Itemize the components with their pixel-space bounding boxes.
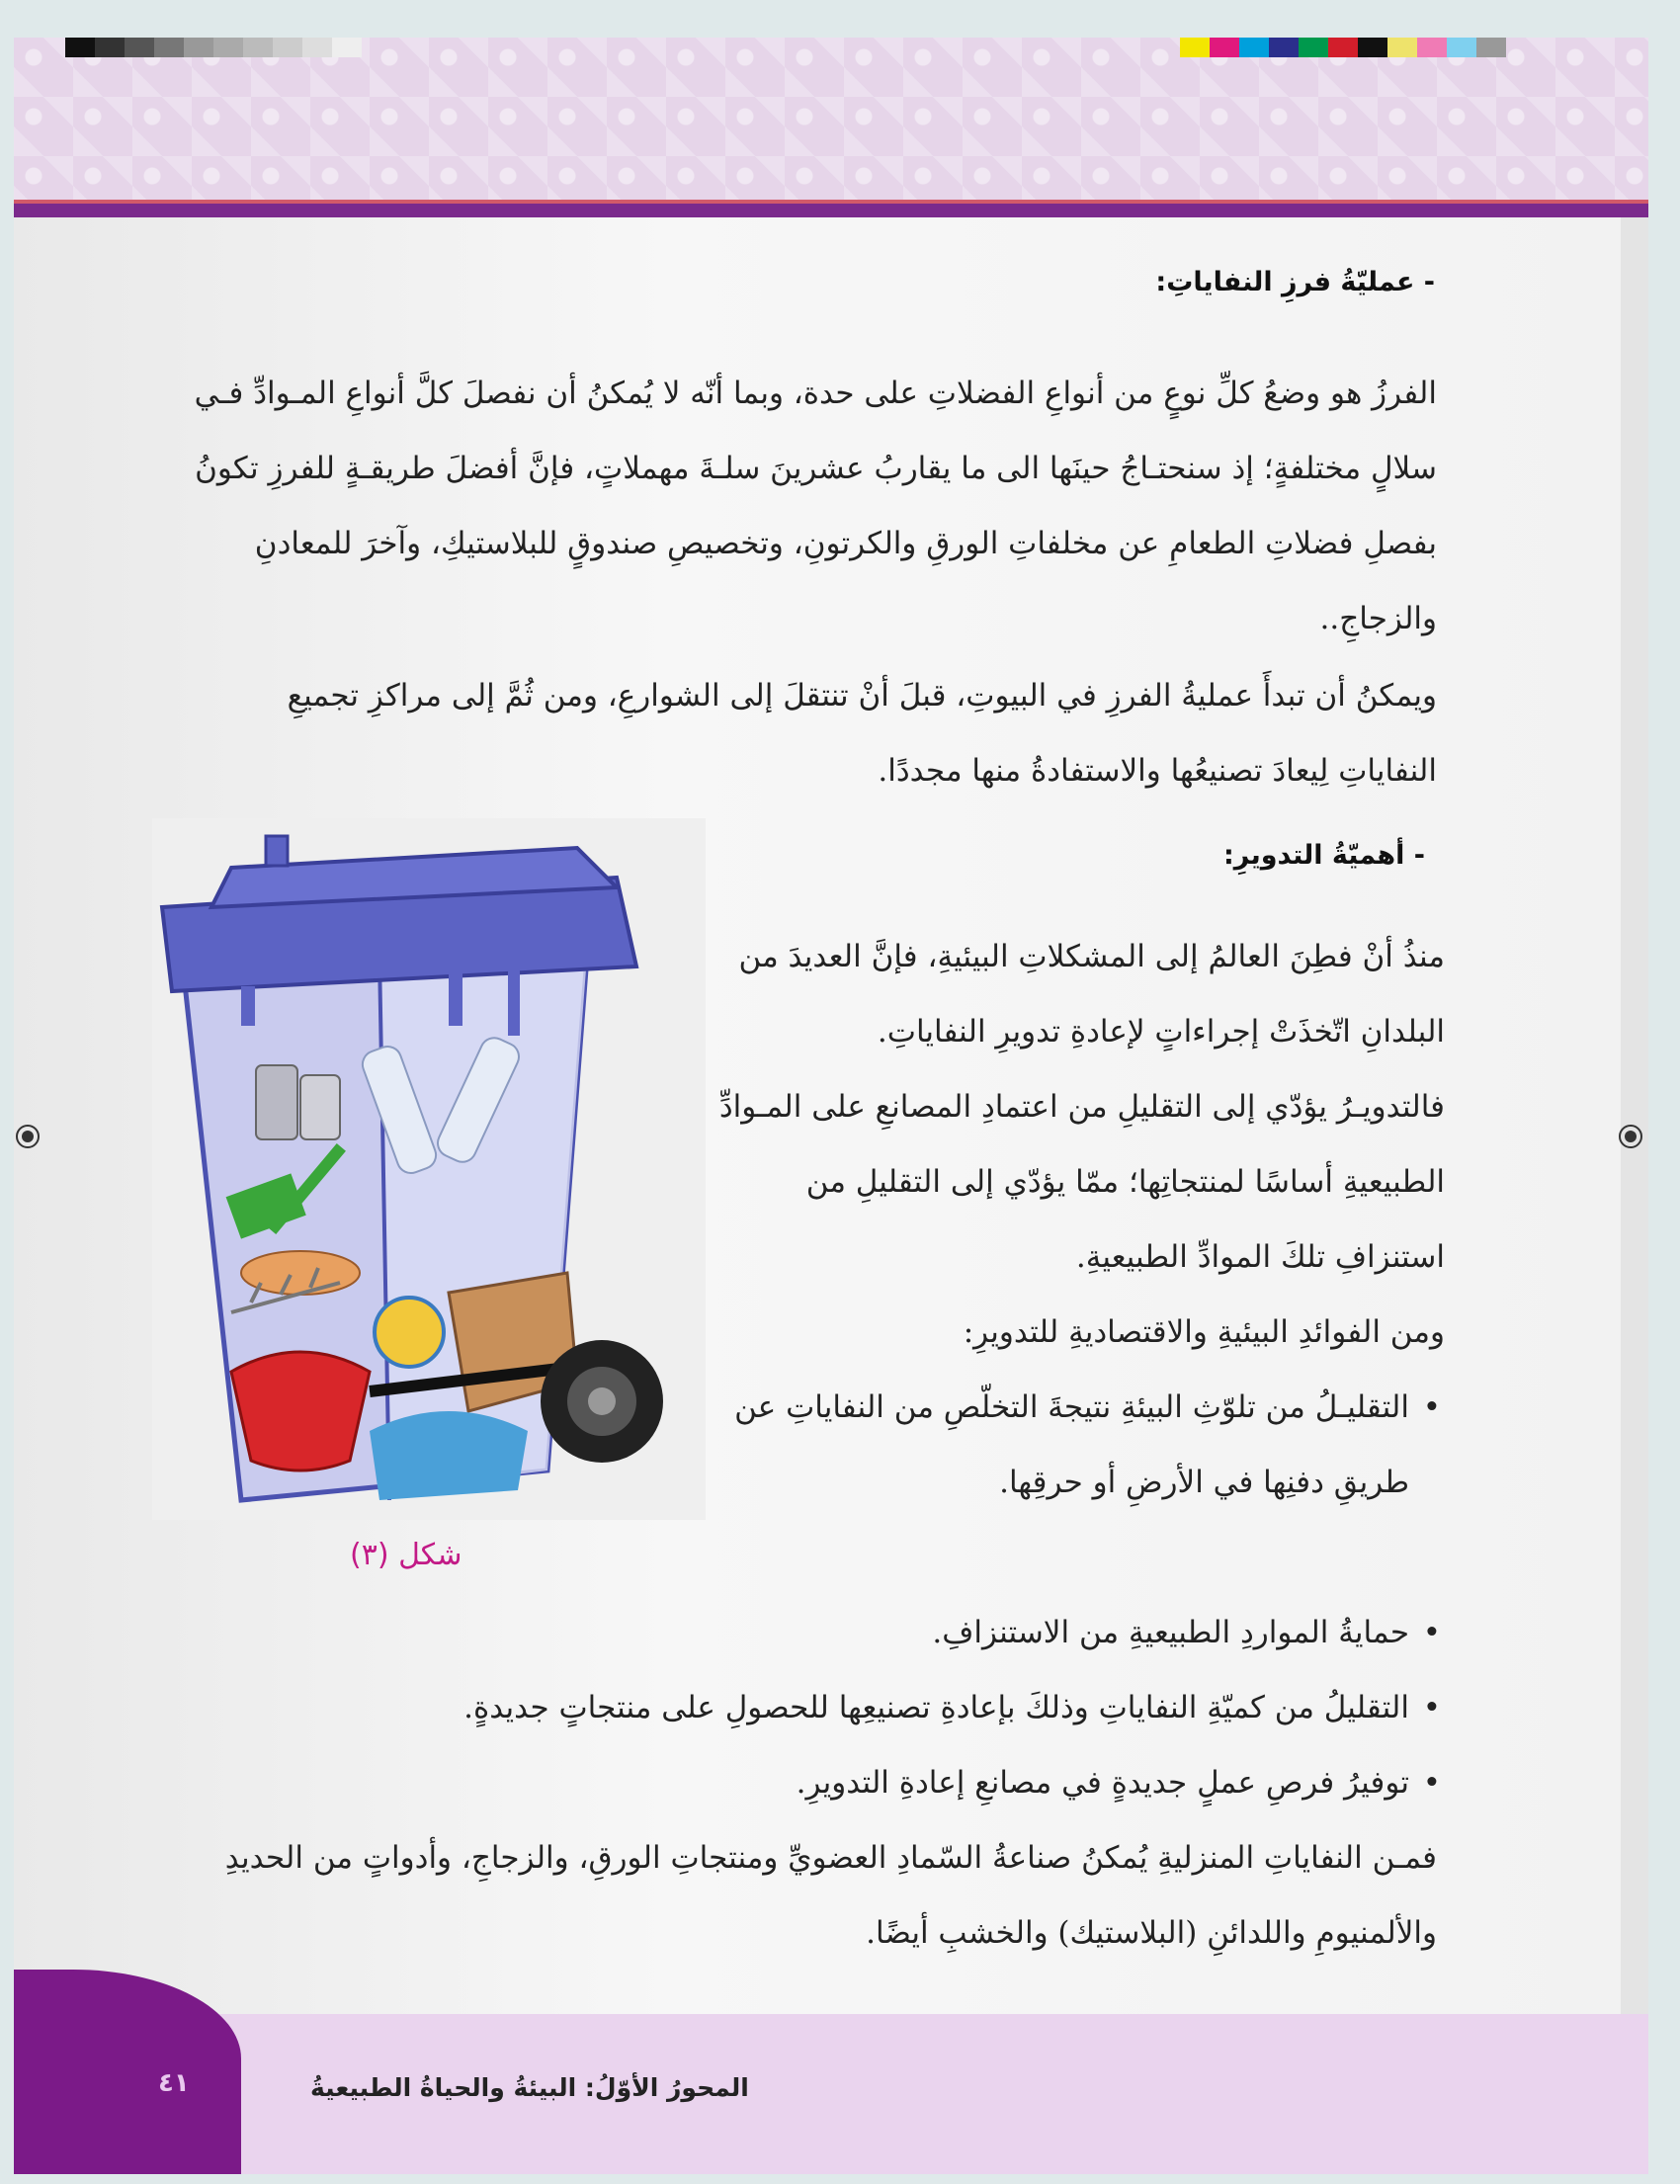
benefit-item: • التقليـلُ من تلوّثِ البيئةِ نتيجةَ التخلّصِ من النفاياتِ عن طريقِ دفنِها في الأرضِ أو حرقِها.	[706, 1370, 1445, 1520]
page-footer-band	[14, 2014, 1648, 2174]
chapter-title: المحورُ الأوّلُ: البيئةُ والحياةُ الطبيعيةُ	[310, 2073, 749, 2102]
recycling-bin-illustration-icon	[152, 818, 706, 1520]
grayscale-calibration-bar	[65, 38, 362, 57]
page-number: ٤١	[158, 2068, 190, 2098]
textbook-page	[14, 38, 1648, 2174]
registration-mark-icon	[1619, 1125, 1642, 1148]
figure-caption: شكل (٣)	[350, 1538, 462, 1572]
color-calibration-bar	[1180, 38, 1506, 57]
benefit-item: • حمايةُ المواردِ الطبيعيةِ من الاستنزافِ.	[310, 1595, 1445, 1670]
benefits-list-bottom	[310, 1595, 1445, 1820]
benefit-item: • التقليلُ من كميّةِ النفاياتِ وذلكَ بإعادةِ تصنيعِها للحصولِ على منتجاتٍ جديدةٍ.	[310, 1670, 1445, 1745]
sorting-paragraph-1: الفرزُ هو وضعُ كلِّ نوعٍ من أنواعِ الفضلاتِ على حدة، وبما أنّه لا يُمكنُ أن نفصلَ كلَّ أنواعِ المـوادِّ فـي سلالٍ مختلفةٍ؛ إذ سنحتـاجُ حينَها الى ما يقاربُ عشرينَ سلـةَ مهملاتٍ، فإنَّ أفضلَ طريقـةٍ للفرزِ تكونُ بفصلِ فضلاتِ الطعامِ عن مخلفاتِ الورقِ والكرتونِ، وتخصيصِ صندوقٍ للبلاستيكِ، وآخرَ للمعادنِ والزجاجِ..	[194, 376, 1437, 636]
benefit-item: • توفيرُ فرصِ عملٍ جديدةٍ في مصانعِ إعادةِ التدويرِ.	[310, 1745, 1445, 1820]
sorting-paragraph-2: ويمكنُ أن تبدأَ عمليةُ الفرزِ في البيوتِ، قبلَ أنْ تنتقلَ إلى الشوارعِ، ومن ثُمَّ إلى مراكزِ تجميعِ النفاياتِ لِيعادَ تصنيعُها والاستفادةُ منها مجددًا.	[287, 678, 1437, 789]
recycling-bin-figure	[152, 818, 706, 1520]
section-heading-sorting: - عمليّةُ فرزِ النفاياتِ:	[1155, 267, 1435, 297]
recycling-paragraph-2: فالتدويـرُ يؤدّي إلى التقليلِ من اعتمادِ المصانعِ على المـوادِّ الطبيعيةِ أساسًا لمنتجاتِها؛ ممّا يؤدّي إلى التقليلِ من استنزافِ تلكَ الموادِّ الطبيعيةِ.	[718, 1089, 1445, 1275]
benefits-list-top	[706, 1370, 1445, 1520]
closing-paragraph: فمـن النفاياتِ المنزليةِ يُمكنُ صناعةُ السّمادِ العضويِّ ومنتجاتِ الورقِ، والزجاجِ، وأدواتٍ من الحديدِ والألمنيومِ واللدائنِ (البلاستيك) والخشبِ أيضًا.	[224, 1840, 1437, 1951]
header-divider	[14, 204, 1648, 217]
section-heading-recycling-importance: - أهميّةُ التدويرِ:	[1222, 840, 1425, 871]
recycling-paragraph-1: منذُ أنْ فطِنَ العالمُ إلى المشكلاتِ البيئيةِ، فإنَّ العديدَ من البلدانِ اتّخذَتْ إجراءاتٍ لإعادةِ تدويرِ النفاياتِ.	[738, 939, 1445, 1050]
benefits-intro: ومن الفوائدِ البيئيةِ والاقتصاديةِ للتدويرِ:	[963, 1314, 1445, 1350]
registration-mark-icon	[16, 1125, 40, 1148]
page-number-tab	[14, 1970, 241, 2174]
page-header-band	[14, 38, 1648, 204]
